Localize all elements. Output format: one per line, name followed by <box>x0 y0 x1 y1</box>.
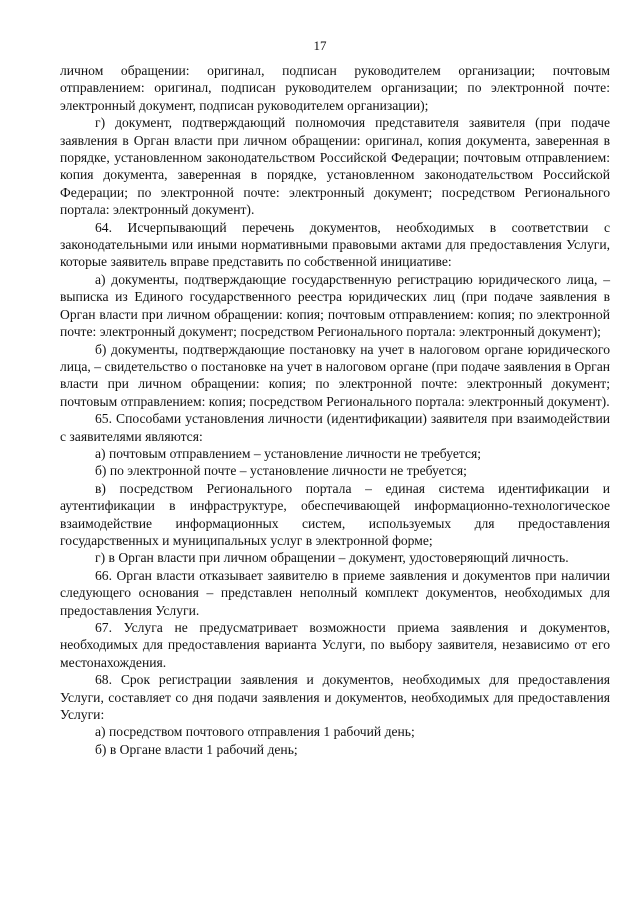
paragraph: г) документ, подтверждающий полномочия представителя заявителя (при подаче заявления в Орган власти при личном обращении: оригинал, копия документа, заверенная в порядке, установленном законодательством Российской Федерации; почтовым отправлением: копия документа, заверенная в порядке, установленном законодательством Российской Федерации; по электронной почте: электронный документ; посредством Регионального портала: электронный документ). <box>60 115 610 218</box>
paragraph: в) посредством Регионального портала – единая система идентификации и аутентификации в инфраструктуре, обеспечивающей информационно-технологическое взаимодействие информационных систем, используемых для предоставления государственных и муниципальных услуг в электронной форме; <box>60 480 610 548</box>
paragraph: а) посредством почтового отправления 1 рабочий день; <box>95 724 415 740</box>
document-body <box>60 62 610 758</box>
paragraph: 67. Услуга не предусматривает возможности приема заявления и документов, необходимых для предоставления варианта Услуги, по выбору заявителя, независимо от его местонахождения. <box>60 620 610 670</box>
paragraph: личном обращении: оригинал, подписан руководителем организации; почтовым отправлением: оригинал, подписан руководителем организации; по электронной почте: электронный документ, подписан руководителем организации); <box>60 63 610 113</box>
paragraph: б) в Органе власти 1 рабочий день; <box>95 741 298 757</box>
paragraph: б) документы, подтверждающие постановку на учет в налоговом органе юридического лица, – свидетельство о постановке на учет в налоговом органе (при подаче заявления в Орган власти при личном обращении: копия; по электронной почте: электронный документ; почтовым отправлением: копия; посредством Регионального портала: электронный документ). <box>60 341 610 409</box>
paragraph: 66. Орган власти отказывает заявителю в приеме заявления и документов при наличии следующего основания – представлен неполный комплект документов, необходимых для предоставления Услуги. <box>60 567 610 618</box>
paragraph: 64. Исчерпывающий перечень документов, необходимых в соответствии с законодательными или иными нормативными правовыми актами для предоставления Услуги, которые заявитель вправе представить по собственной инициативе: <box>60 219 610 270</box>
paragraph: г) в Орган власти при личном обращении – документ, удостоверяющий личность. <box>95 550 569 566</box>
page-number: 17 <box>313 38 327 53</box>
paragraph: 68. Срок регистрации заявления и документов, необходимых для предоставления Услуги, составляет со дня подачи заявления и документов, необходимых для предоставления Услуги: <box>60 672 610 723</box>
paragraph: а) документы, подтверждающие государственную регистрацию юридического лица, – выписка из Единого государственного реестра юридических лиц (при подаче заявления в Орган власти при личном обращении: копия; почтовым отправлением: копия; по электронной почте: электронный документ; посредством Регионального портала: электронный документ); <box>60 271 610 340</box>
paragraph: б) по электронной почте – установление личности не требуется; <box>95 463 467 479</box>
paragraph: 65. Способами установления личности (идентификации) заявителя при взаимодействии с заявителями являются: <box>60 411 610 444</box>
paragraph: а) почтовым отправлением – установление личности не требуется; <box>95 445 482 461</box>
